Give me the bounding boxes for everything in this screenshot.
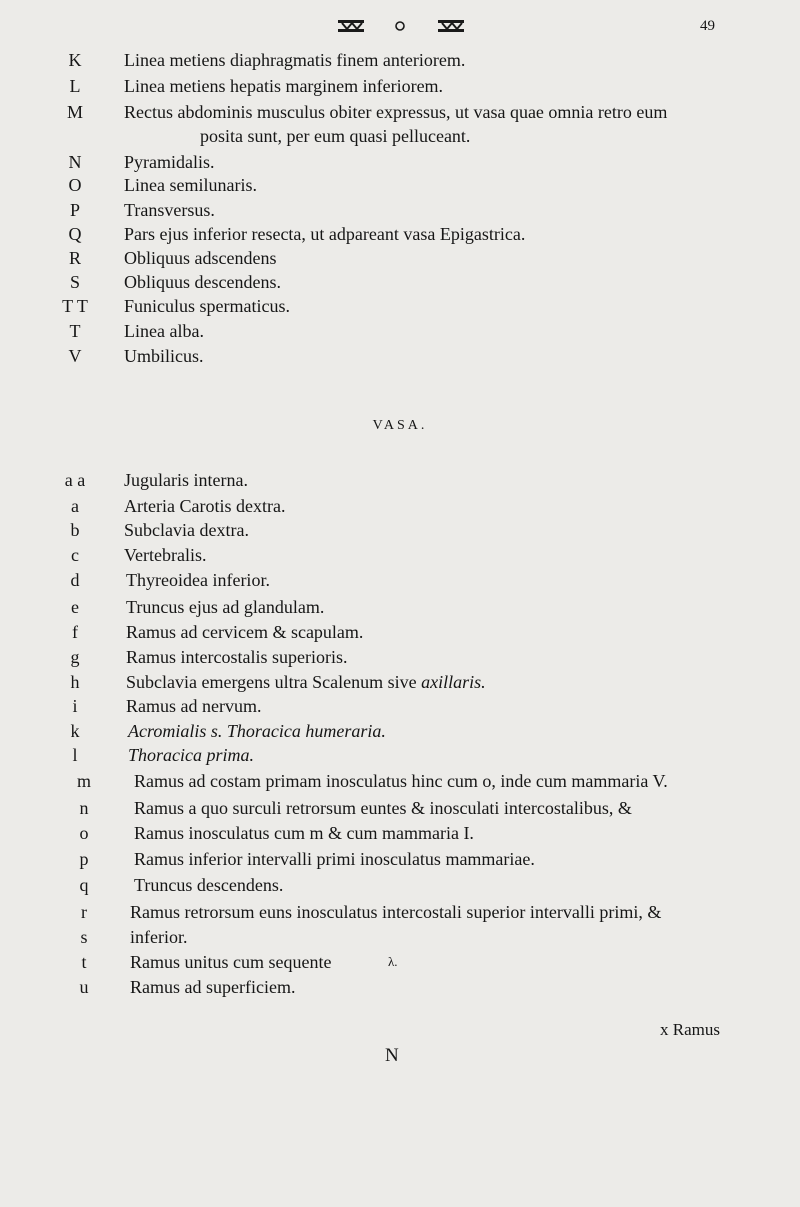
legend-key: V — [68, 346, 82, 366]
section-heading-vasa: VASA. — [372, 418, 428, 433]
legend-text: Umbilicus. — [124, 346, 204, 366]
legend-key: m — [76, 771, 91, 791]
legend-key: t — [81, 952, 87, 972]
legend-key: T — [69, 321, 81, 341]
legend-text: Ramus ad costam primam inosculatus hinc cum o, inde cum mammaria V. — [134, 771, 668, 791]
legend-text: Ramus ad nervum. — [126, 696, 262, 716]
legend-key: u — [79, 977, 89, 997]
legend-text: Linea metiens diaphragmatis finem anteriorem. — [124, 50, 466, 70]
legend-text: Funiculus spermaticus. — [124, 296, 290, 316]
legend-key: p — [79, 849, 89, 869]
legend-text: Transversus. — [124, 200, 215, 220]
legend-key: M — [66, 102, 83, 122]
legend-text: Vertebralis. — [124, 545, 207, 565]
legend-key: K — [68, 50, 82, 70]
legend-text: Linea alba. — [124, 321, 204, 341]
legend-text: Ramus a quo surculi retrorsum euntes & inosculati intercostalibus, & — [134, 798, 632, 818]
legend-key: s — [80, 927, 88, 947]
legend-text-roman: Subclavia emergens ultra Scalenum sive — [126, 672, 417, 692]
legend-text: Ramus unitus cum sequente — [130, 952, 332, 972]
legend-text: Acromialis s. Thoracica humeraria. — [128, 721, 386, 741]
legend-text: Ramus ad cervicem & scapulam. — [126, 622, 364, 642]
legend-key: a a — [64, 470, 86, 490]
legend-key: b — [70, 520, 80, 540]
legend-key: d — [70, 570, 80, 590]
legend-key: c — [71, 545, 79, 565]
legend-text: Ramus inferior intervalli primi inosculatus mammariae. — [134, 849, 535, 869]
legend-text: Linea metiens hepatis marginem inferiorem. — [124, 76, 444, 96]
signature-mark: N — [385, 1045, 399, 1066]
legend-text: Truncus ejus ad glandulam. — [126, 597, 325, 617]
legend-text: Subclavia dextra. — [124, 520, 249, 540]
legend-text: Ramus ad superficiem. — [130, 977, 296, 997]
legend-key: o — [79, 823, 89, 843]
catchword: x Ramus — [660, 1020, 720, 1039]
legend-key: h — [70, 672, 80, 692]
legend-key: T T — [62, 296, 88, 316]
legend-key: O — [68, 175, 82, 195]
legend-key: f — [72, 622, 78, 642]
legend-text: Jugularis interna. — [124, 470, 248, 490]
legend-text: Truncus descendens. — [134, 875, 284, 895]
legend-key: a — [71, 496, 79, 516]
legend-key: S — [69, 272, 80, 292]
page-number: 49 — [700, 18, 715, 34]
legend-key: Q — [68, 224, 82, 244]
legend-key: P — [69, 200, 80, 220]
legend-text: Linea semilunaris. — [124, 175, 257, 195]
legend-text-italic: axillaris. — [421, 672, 486, 692]
legend-key: r — [81, 902, 87, 922]
legend-text: Obliquus descendens. — [124, 272, 281, 292]
legend-text — [126, 670, 486, 694]
legend-text: Thoracica prima. — [128, 745, 254, 765]
legend-text: Ramus inosculatus cum m & cum mammaria I. — [134, 823, 474, 843]
legend-text: inferior. — [130, 927, 188, 947]
legend-key: i — [72, 696, 78, 716]
legend-text: Obliquus adscendens — [124, 248, 277, 268]
legend-key: e — [71, 597, 79, 617]
legend-key: g — [70, 647, 80, 667]
legend-text: Arteria Carotis dextra. — [124, 496, 286, 516]
header-ornament — [330, 14, 470, 38]
legend-key: N — [68, 152, 82, 172]
legend-key: R — [68, 248, 81, 268]
legend-marginal-mark: λ. — [388, 954, 398, 969]
legend-key: l — [72, 745, 78, 765]
legend-text: Ramus intercostalis superioris. — [126, 647, 348, 667]
legend-key: n — [79, 798, 89, 818]
legend-text: Pyramidalis. — [124, 152, 215, 172]
legend-text: posita sunt, per eum quasi pelluceant. — [200, 126, 471, 146]
legend-text: Thyreoidea inferior. — [126, 570, 270, 590]
legend-text: Pars ejus inferior resecta, ut adpareant vasa Epigastrica. — [124, 224, 526, 244]
legend-key: q — [79, 875, 89, 895]
legend-text: Rectus abdominis musculus obiter expressus, ut vasa quae omnia retro eum — [124, 102, 668, 122]
legend-text: Ramus retrorsum euns inosculatus intercostali superior intervalli primi, & — [130, 902, 662, 922]
legend-key: k — [70, 721, 80, 741]
legend-key: L — [69, 76, 81, 96]
